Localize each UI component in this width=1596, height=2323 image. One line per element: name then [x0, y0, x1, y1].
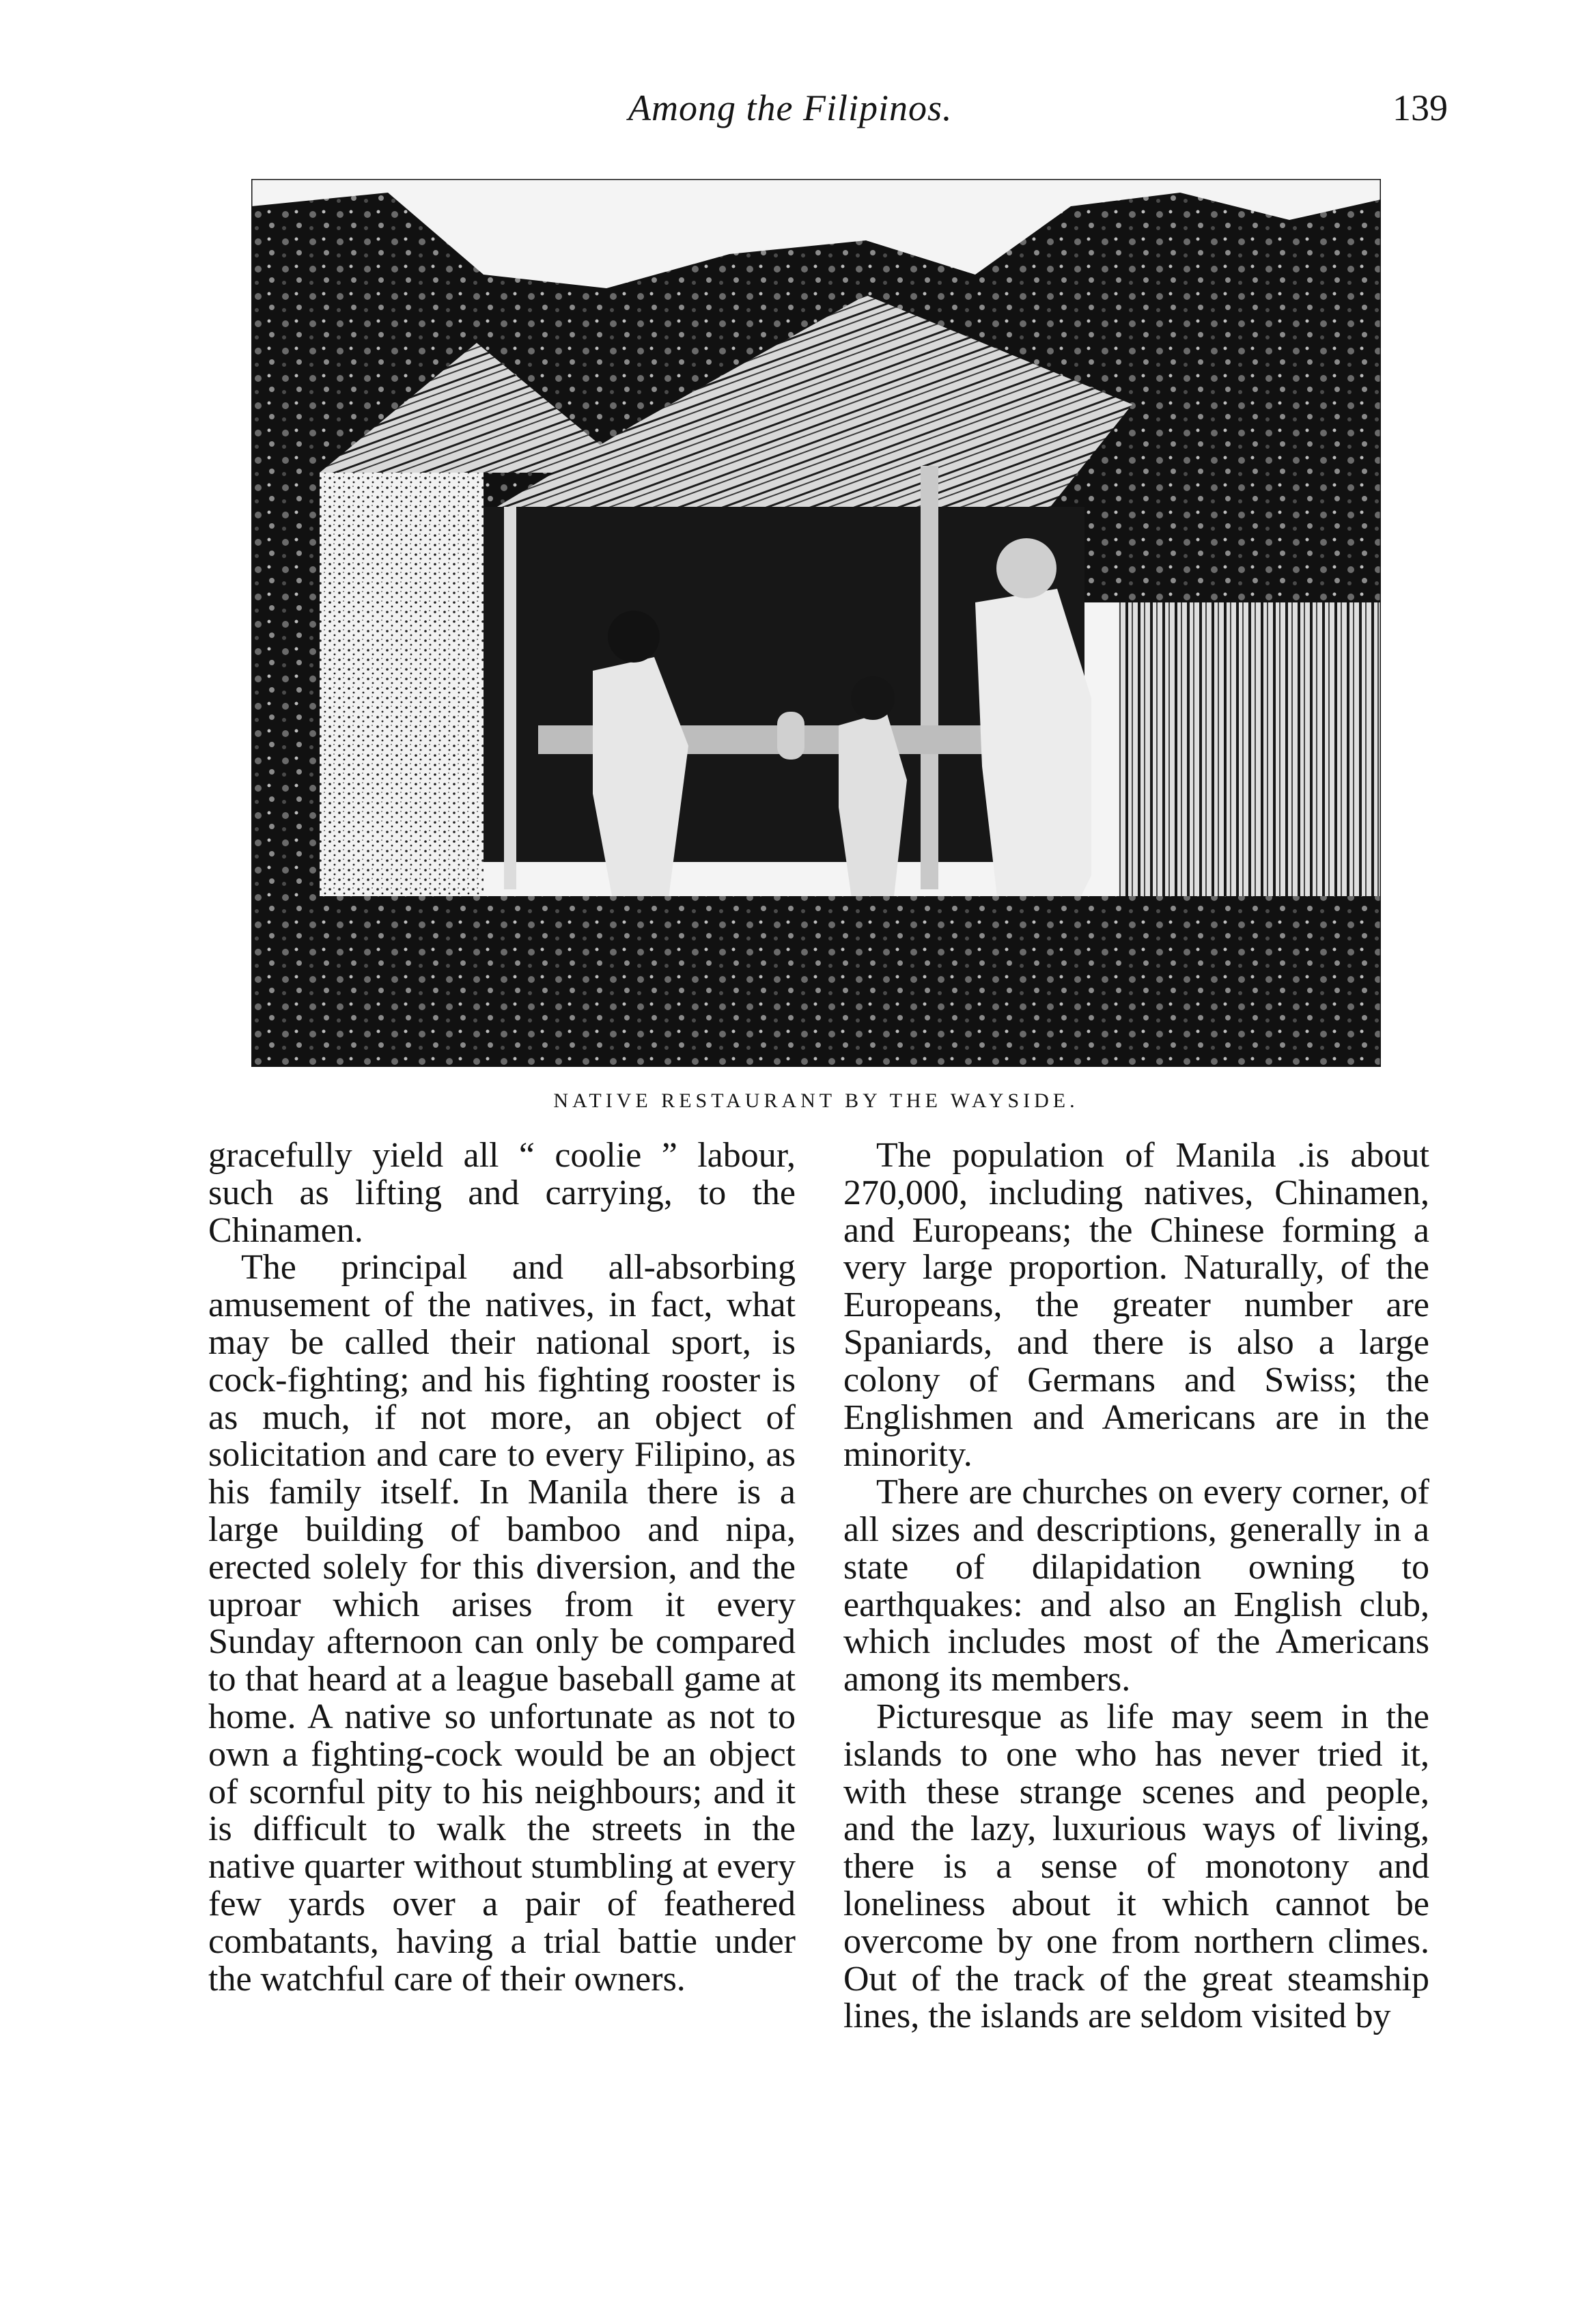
paragraph: The population of Manila .is about 270,000, including natives, Chinamen, and Europeans; the Chinese forming a very large proportion. Naturally, of the Europeans, the greater number are Spaniards, and there is also a large colony of Germans and Swiss; the Englishmen and Americans are in the minority. [843, 1136, 1429, 1475]
running-title: Among the Filipinos. [628, 87, 953, 128]
photo-caption: NATIVE RESTAURANT BY THE WAYSIDE. [553, 1089, 1079, 1112]
halftone-photograph [251, 179, 1381, 1067]
paragraph: Picturesque as life may seem in the islands to one who has never tried it, with these strange scenes and people, and the lazy, luxurious ways of living, there is a sense of monotony and loneliness about it which cannot be overcome by one from northern climes. Out of the track of the great steamship lines, the islands are seldom visited by [843, 1697, 1429, 2036]
page-number: 139 [1392, 87, 1448, 128]
paragraph: The principal and all-absorbing amusement of the natives, in fact, what may be called their national sport, is cock-fighting; and his fighting rooster is as much, if not more, an object of solicitation and care to every Filipino, as his family itself. In Manila there is a large building of bamboo and nipa, erected solely for this diversion, and the uproar which arises from it every Sunday afternoon can only be compared to that heard at a league baseball game at home. A native so unfortunate as not to own a fighting-cock would be an object of scornful pity to his neighbours; and it is difficult to walk the streets in the native quarter without stumbling at every few yards over a pair of feathered combatants, having a trial battie under the watchful care of their owners. [208, 1248, 796, 1999]
left-column [208, 1137, 796, 1998]
right-column [843, 1137, 1429, 2035]
running-head [0, 81, 1596, 135]
paragraph: gracefully yield all “ coolie ” labour, such as lifting and carrying, to the Chinamen. [208, 1136, 796, 1250]
paragraph: There are churches on every corner, of all sizes and descriptions, generally in a state of dilapidation owning to earthquakes: and also an English club, which includes most of the Americans among its members. [843, 1473, 1429, 1699]
